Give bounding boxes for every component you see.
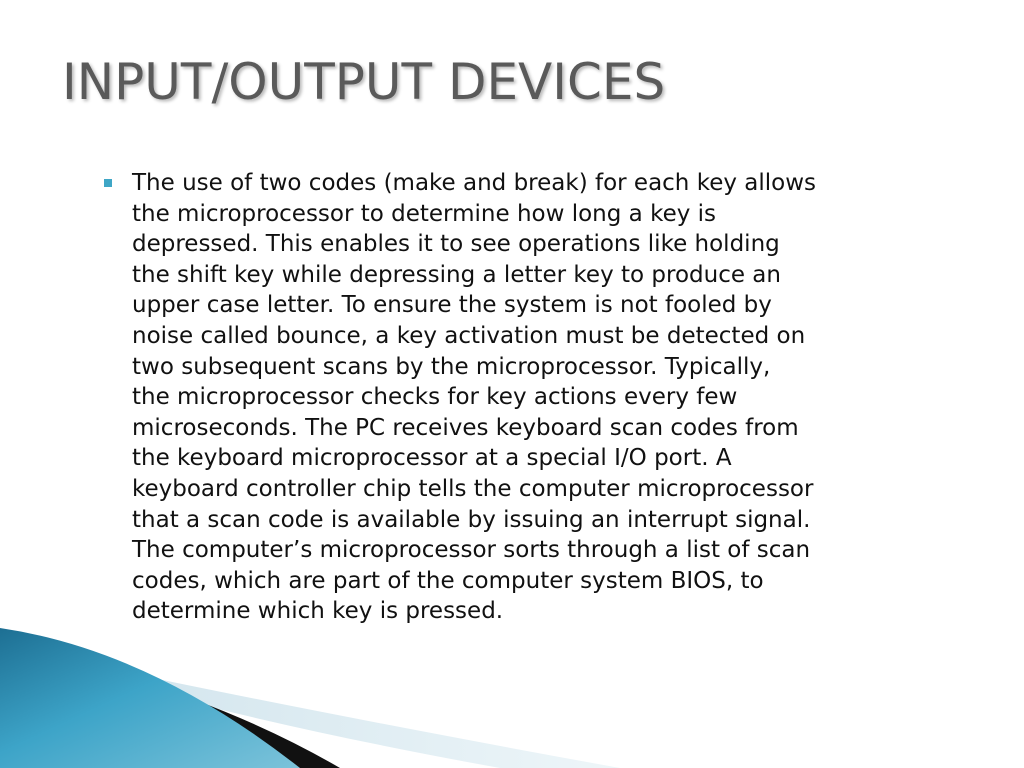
bullet-text: The use of two codes (make and break) for each key allows the microprocessor to determine how long a key is depressed. This enables it to see operations like holding the shift key while depressing a letter key to produce an upper case letter. To ensure the system is not fooled by noise called bounce, a key activation must be detected on two subsequent scans by the microprocessor. Typically, the microprocessor checks for key actions every few microseconds. The PC receives keyboard scan codes from the keyboard microprocessor at a special I/O port. A keyboard controller chip tells the computer microprocessor that a scan code is available by issuing an interrupt signal. The computer’s microprocessor sorts through a list of scan codes, which are part of the computer system BIOS, to determine which key is pressed. [132, 170, 817, 625]
light-swoosh-band [58, 658, 620, 768]
slide-body [104, 168, 964, 627]
slide-title: INPUT/OUTPUT DEVICES [62, 53, 666, 111]
teal-swoosh-band [0, 628, 300, 768]
bullet-item [104, 168, 964, 627]
dark-swoosh-band [58, 658, 340, 768]
square-bullet-icon [104, 179, 112, 187]
corner-swoosh-decoration [0, 628, 1024, 768]
